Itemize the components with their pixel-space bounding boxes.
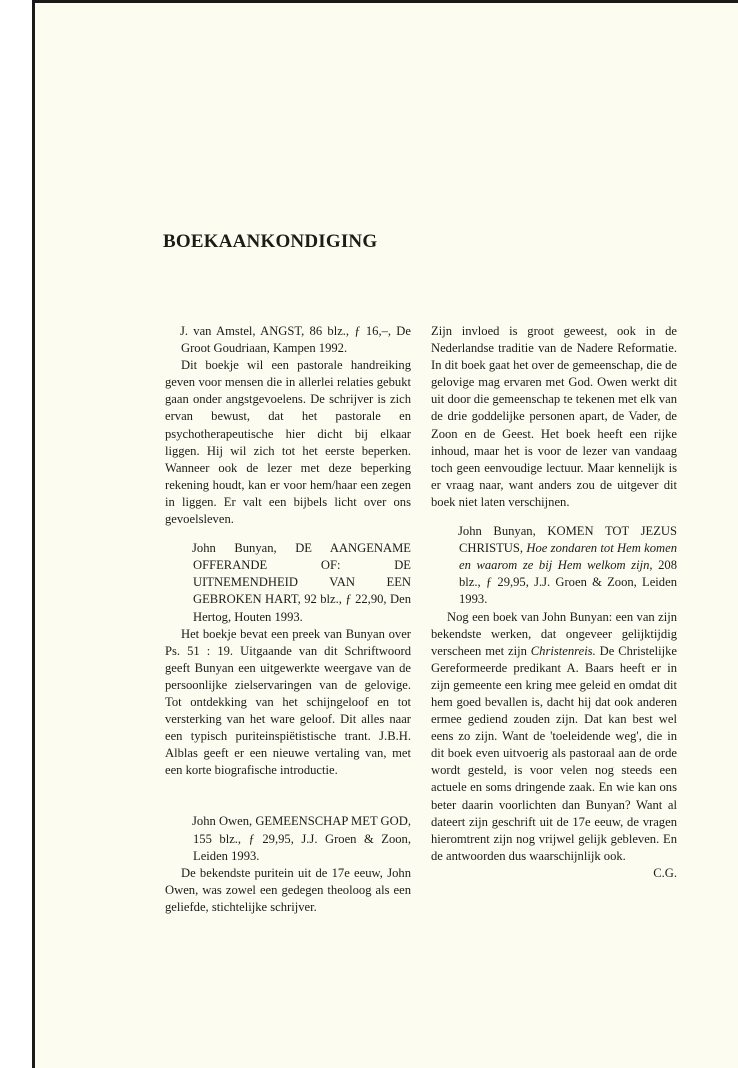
review-reference: John Bunyan, DE AANGENAME OFFERANDE OF: DE UITNEMENDHEID VAN EEN GEBROKEN HART, 92 blz., ƒ 22,90, Den Hertog, Houten 1993. bbox=[192, 541, 411, 624]
page-title: BOEKAANKONDIGING bbox=[163, 231, 378, 252]
review-body: Het boekje bevat een preek van Bunyan over Ps. 51 : 19. Uitgaande van dit Schriftwoord geeft Bunyan een uitgewerkte weergave van de persoonlijke zielservaringen van de gelovige. Tot ontdekking van het schijngeloof en tot versterking van het ware geloof. Dit alles naar een typisch puriteinspiëtistische trant. J.B.H. Alblas geeft er een nieuwe vertaling van, met een korte biografische introductie. bbox=[165, 626, 411, 778]
review-angst bbox=[165, 323, 411, 528]
review-reference-subtitle: Hoe zondaren tot Hem komen en waarom ze bij Hem welkom zijn, bbox=[459, 541, 677, 573]
review-body-title: Christenreis. bbox=[530, 643, 596, 658]
review-body bbox=[431, 609, 677, 865]
review-reference-author: John Bunyan, KOMEN TOT JEZUS CHRISTUS, bbox=[458, 524, 677, 556]
signature: C.G. bbox=[653, 865, 677, 880]
review-komen-tot-jezus bbox=[431, 523, 677, 882]
review-gemeenschap-continued bbox=[431, 323, 677, 511]
review-body-continued: Zijn invloed is groot geweest, ook in de Nederlandse traditie van de Nadere Reformatie. In dit boek gaat het over de gemeenschap, die de gelovige mag ervaren met God. Owen werkt dit uit door die gemeenschap te tekenen met elk van de drie goddelijke personen apart, de Vader, de Zoon en de Geest. Het boek heeft een rijke inhoud, maar het is voor de lezer van vandaag toch geen eenvoudige lectuur. Maar kennelijk is er vraag naar, want anders zou de uitgever dit boek niet laten verschijnen. bbox=[431, 324, 677, 509]
review-body: De bekendste puritein uit de 17e eeuw, John Owen, was zowel een gedegen theoloog als een geliefde, stichtelijke schrijver. bbox=[165, 865, 411, 914]
review-body: Dit boekje wil een pastorale handreiking geven voor mensen die in allerlei relaties gebukt gaan onder angstgevoelens. De schrijver is zich ervan bewust, dat het pastorale en psychotherapeutische hier dicht bij elkaar liggen. Hij wil zich tot het eerste beperken. Wanneer ook de lezer met deze beperking rekening houdt, kan er voor hem/haar een zegen in liggen. Er valt een bijbels licht over ons gevoelsleven. bbox=[165, 358, 411, 527]
review-aangename-offerande bbox=[165, 540, 411, 779]
review-body-part: De Christelijke Gereformeerde predikant A. Baars heeft er in zijn gemeente een kring mee geleid en omdat dit hem goed bevallen is, dacht hij dat ook anderen ermee gediend zouden zijn. Dat kan best wel eens zo zijn. Want de 'toeleidende weg', die in dit boek even uitvoerig als pastoraal aan de orde wordt gesteld, is voor velen nog steeds een actuele en soms dringende zaak. En wie kan ons beter daarin voorlichten dan Bunyan? Want al dateert zijn geschrift uit de 17e eeuw, de vragen hieromtrent zijn nog vrijwel gelijk gebleven. En de antwoorden dus waarschijnlijk ook. bbox=[431, 643, 677, 863]
review-reference-details: 208 blz., ƒ 29,95, J.J. Groen & Zoon, Leiden 1993. bbox=[459, 558, 677, 607]
review-reference bbox=[431, 523, 677, 608]
left-column bbox=[165, 323, 411, 916]
review-reference: J. van Amstel, ANGST, 86 blz., ƒ 16,–, De Groot Goudriaan, Kampen 1992. bbox=[180, 324, 411, 356]
review-reference: John Owen, GEMEENSCHAP MET GOD, 155 blz., ƒ 29,95, J.J. Groen & Zoon, Leiden 1993. bbox=[192, 814, 411, 863]
review-body-part: Nog een boek van John Bunyan: een van zijn bekendste werken, dat ongeveer gelijktijdig verscheen met zijn bbox=[431, 609, 677, 658]
review-gemeenschap-met-god bbox=[165, 813, 411, 916]
right-column bbox=[431, 323, 677, 882]
page bbox=[32, 0, 738, 1068]
